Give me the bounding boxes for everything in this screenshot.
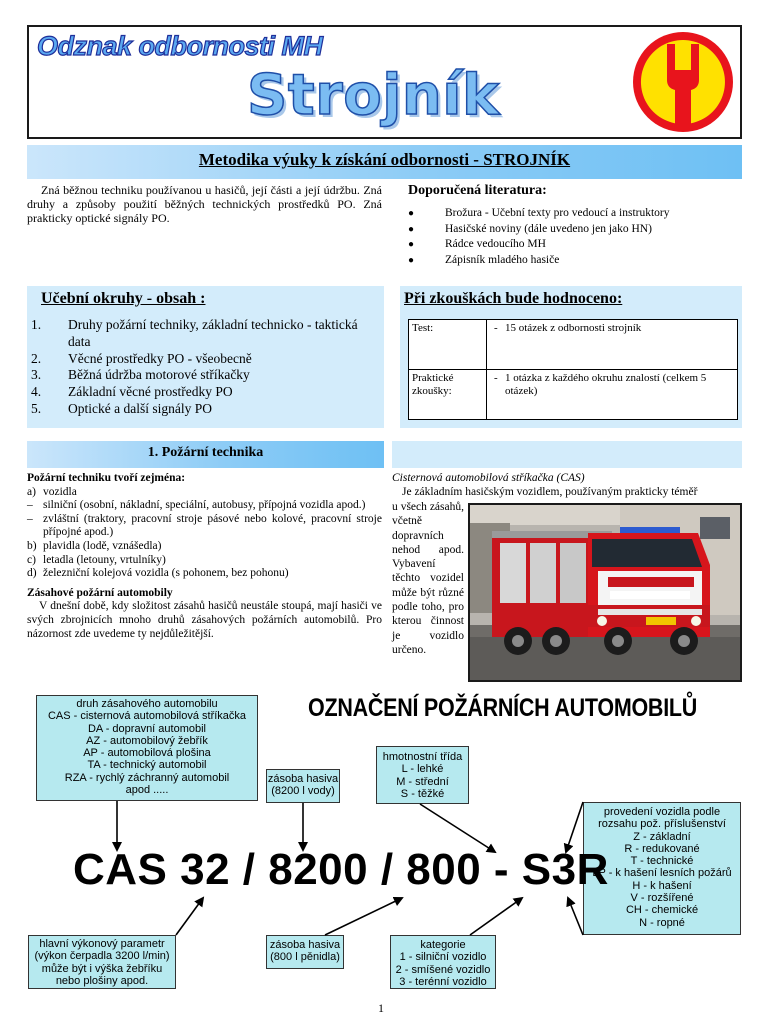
list-item: ● Brožura - Učební texty pro vedoucí a instruktory: [408, 206, 738, 222]
table-cell: Test:: [409, 320, 487, 370]
page-number: 1: [378, 1001, 384, 1015]
table-row: [409, 320, 738, 370]
foam-supply-box: zásoba hasiva (800 l pěnidla): [266, 935, 344, 969]
equipment-variant-box: provedení vozidla podle rozsahu pož. příslušenství Z - základní R - redukované T - technické LP - k hašení lesních požárů H - k hašení V - rozšířené CH - chemické N - ropné: [583, 802, 741, 935]
section-title: 1. Požární technika: [147, 445, 264, 460]
list-item: 1. Druhy požární techniky, základní technicko - taktická data: [31, 317, 358, 349]
list-item: b) plavidla (lodě, vznášedla): [27, 539, 162, 552]
water-supply-box: zásoba hasiva (8200 l vody): [266, 769, 340, 803]
wrench-emblem-icon: [629, 30, 737, 134]
literature-heading: Doporučená literatura:: [408, 183, 547, 198]
cas-paragraph: u všech zásahů, včetně dopravních nehod apod. Vybavení těchto vozidel může být různé podle toho, pro kterou činnost je vozidlo určeno.: [392, 501, 464, 656]
main-title: Strojník: [247, 63, 500, 128]
vehicle-code: CAS 32 / 8200 / 800 - S3R: [73, 845, 609, 894]
table-row: [409, 370, 738, 420]
evaluation-table: [408, 319, 738, 420]
arrow-variant-2: [568, 898, 583, 935]
list-item: 2. Věcné prostředky PO - všeobecně: [31, 350, 252, 366]
bullet-icon: ●: [408, 239, 415, 250]
section-bar-right: [392, 441, 742, 468]
diagram-title: OZNAČENÍ POŽÁRNÍCH AUTOMOBILŮ: [308, 694, 698, 722]
table-cell: - 15 otázek z odbornosti strojník: [487, 320, 738, 370]
main-parameter-box: hlavní výkonový parametr (výkon čerpadla 3200 l/min) může být i výška žebříku nebo plošiny apod.: [28, 935, 176, 989]
vehicles-paragraph: V dnešní době, kdy složitost zásahů hasičů neustále stoupá, mají hasiči ve svých zbrojnicích mnoho druhů zásahových požárních automobilů. Pro názornost zde uvedeme ty nejdůležitější.: [27, 600, 382, 640]
category-box: kategorie 1 - silniční vozidlo 2 - smíšené vozidlo 3 - terénní vozidlo: [390, 935, 496, 989]
list-item: – silniční (osobní, nákladní, speciální, autobusy, přípojná vozidla apod.): [27, 499, 366, 512]
list-item: c) letadla (letouny, vrtulníky): [27, 553, 166, 566]
cas-caption: Cisternová automobilová stříkačka (CAS): [392, 472, 585, 484]
list-item: – zvláštní (traktory, pracovní stroje pásové nebo kolové, pracovní stroje přípojné apod.): [27, 512, 382, 539]
bullet-icon: ●: [408, 254, 415, 266]
intro-paragraph: Zná běžnou techniku používanou u hasičů, její části a její údržbu. Zná druhy a způsoby použití běžných technických prostředků PO. Zná prakticky optické signály PO.: [27, 183, 382, 225]
bullet-icon: ●: [408, 208, 415, 219]
list-item: 5. Optické a další signály PO: [31, 400, 212, 416]
table-cell: - 1 otázka z každého okruhu znalostí (celkem 5 otázek): [487, 370, 738, 420]
table-cell: Praktické zkoušky:: [409, 370, 487, 420]
fire-truck-photo: [468, 503, 742, 682]
topics-heading: Učební okruhy - obsah :: [41, 290, 206, 307]
list-item: ● Rádce vedoucího MH: [408, 237, 738, 253]
list-item: 4. Základní věcné prostředky PO: [31, 384, 233, 400]
evaluation-panel: [400, 286, 742, 428]
bullet-icon: ●: [408, 223, 415, 235]
weight-class-box: hmotnostní třída L - lehké M - střední S - těžké: [376, 746, 469, 804]
list-item: a) vozidla: [27, 485, 77, 498]
evaluation-heading: Při zkouškách bude hodnoceno:: [404, 290, 623, 307]
cas-intro: Je základním hasičským vozidlem, používaným prakticky téměř: [402, 486, 698, 498]
vehicles-heading: Zásahové požární automobily: [27, 586, 173, 599]
topics-list: [31, 317, 379, 418]
arrow-param: [176, 898, 203, 935]
vehicle-type-box: druh zásahového automobilu CAS - cisternová automobilová stříkačka DA - dopravní automobil AZ - automobilový žebřík AP - automobilová plošina TA - technický automobil RZA - rychlý záchranný automobil apod .....: [36, 695, 258, 801]
methodology-bar: [27, 145, 742, 179]
topics-panel: [27, 286, 384, 428]
fleet-block: [27, 472, 382, 641]
fleet-heading: Požární techniku tvoří zejména:: [27, 472, 186, 484]
list-item: ● Zápisník mladého hasiče: [408, 253, 738, 269]
page-header: [27, 25, 742, 139]
badge-title: Odznak odbornosti MH: [37, 31, 323, 61]
literature-list: [408, 206, 738, 268]
arrow-foam: [325, 898, 402, 935]
list-item: 3. Běžná údržba motorové stříkačky: [31, 367, 250, 383]
arrow-category: [470, 898, 522, 935]
section-bar: [27, 441, 384, 468]
list-item: d) železniční kolejová vozidla (s pohonem, bez pohonu): [27, 567, 289, 580]
list-item: ● Hasičské noviny (dále uvedeno jen jako HN): [408, 222, 738, 238]
methodology-title: Metodika výuky k získání odbornosti - STROJNÍK: [198, 150, 571, 169]
